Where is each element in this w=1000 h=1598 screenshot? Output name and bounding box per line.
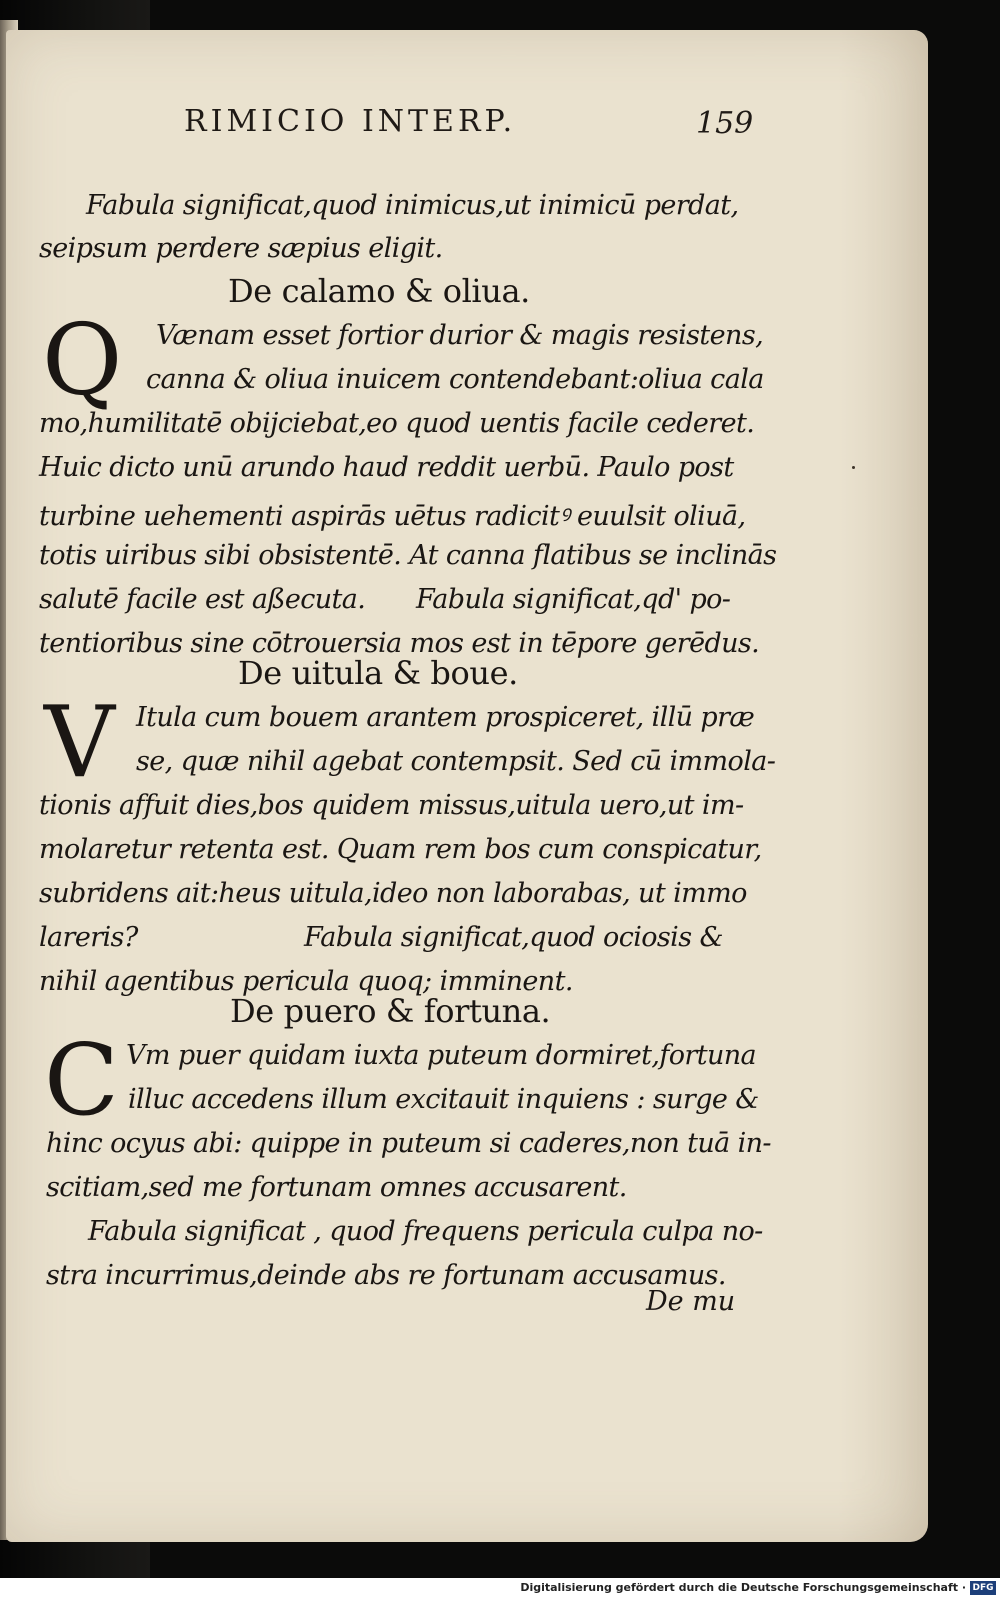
fable-line: totis uiribus sibi obsistentē. At canna flatibus se inclinās	[39, 540, 777, 571]
drop-cap-v: V	[44, 686, 115, 800]
page-number: 159	[696, 106, 754, 141]
fable-line: molaretur retenta est. Quam rem bos cum conspicatur,	[39, 834, 762, 865]
drop-cap-c: C	[44, 1024, 119, 1138]
fable-moral: Fabula significat,quod ociosis &	[304, 922, 723, 953]
digitization-footer	[0, 1578, 1000, 1598]
drop-cap-q: Q	[42, 304, 123, 418]
fable-line: canna & oliua inuicem contendebant:oliua cala	[146, 364, 764, 395]
fable-line: turbine uehementi aspirās uētus radicitꝰ euulsit oliuā,	[39, 501, 746, 532]
fable-moral: Fabula significat,qd' po-	[416, 584, 731, 615]
dfg-logo: DFG	[970, 1581, 996, 1595]
intro-line: seipsum perdere sæpius eligit.	[39, 233, 443, 264]
funding-credit: Digitalisierung gefördert durch die Deutsche Forschungsgemeinschaft ·	[520, 1581, 966, 1594]
fable-line: nihil agentibus pericula quoq; imminent.	[39, 966, 573, 997]
fable-line: Huic dicto unū arundo haud reddit uerbū. Paulo post	[39, 452, 734, 483]
ink-speck	[852, 466, 855, 469]
fable-line: illuc accedens illum excitauit inquiens : surge &	[128, 1084, 759, 1115]
fable-line: tionis affuit dies,bos quidem missus,uitula uero,ut im-	[39, 790, 744, 821]
fable-line: tentioribus sine cōtrouersia mos est in tēpore gerēdus.	[39, 628, 760, 659]
fable-line: subridens ait:heus uitula,ideo non laborabas, ut immo	[39, 878, 747, 909]
intro-line: Fabula significat,quod inimicus,ut inimicū perdat,	[86, 190, 739, 221]
fable-line: se, quæ nihil agebat contempsit. Sed cū immola-	[136, 746, 776, 777]
fable-line: Vænam esset fortior durior & magis resistens,	[156, 320, 764, 351]
catchword: De mu	[646, 1286, 736, 1317]
fable-heading-puero: De puero & fortuna.	[230, 992, 551, 1030]
fable-line: Itula cum bouem arantem prospiceret, illū præ	[136, 702, 755, 733]
fable-line: Vm puer quidam iuxta puteum dormiret,fortuna	[126, 1040, 757, 1071]
fable-line: scitiam,sed me fortunam omnes accusarent.	[46, 1172, 627, 1203]
fable-line: salutē facile est aßecuta.	[39, 584, 366, 615]
fable-heading-calamo: De calamo & oliua.	[228, 272, 530, 310]
fable-heading-uitula: De uitula & boue.	[238, 654, 518, 692]
book-page	[6, 30, 928, 1542]
fable-line: stra incurrimus,deinde abs re fortunam accusamus.	[46, 1260, 726, 1291]
fable-line: hinc ocyus abi: quippe in puteum si caderes,non tuā in-	[46, 1128, 771, 1159]
fable-line: lareris?	[39, 922, 138, 953]
running-head: RIMICIO INTERP.	[184, 104, 517, 139]
fable-moral: Fabula significat , quod frequens pericula culpa no-	[88, 1216, 763, 1247]
fable-line: mo,humilitatē obijciebat,eo quod uentis facile cederet.	[39, 408, 755, 439]
